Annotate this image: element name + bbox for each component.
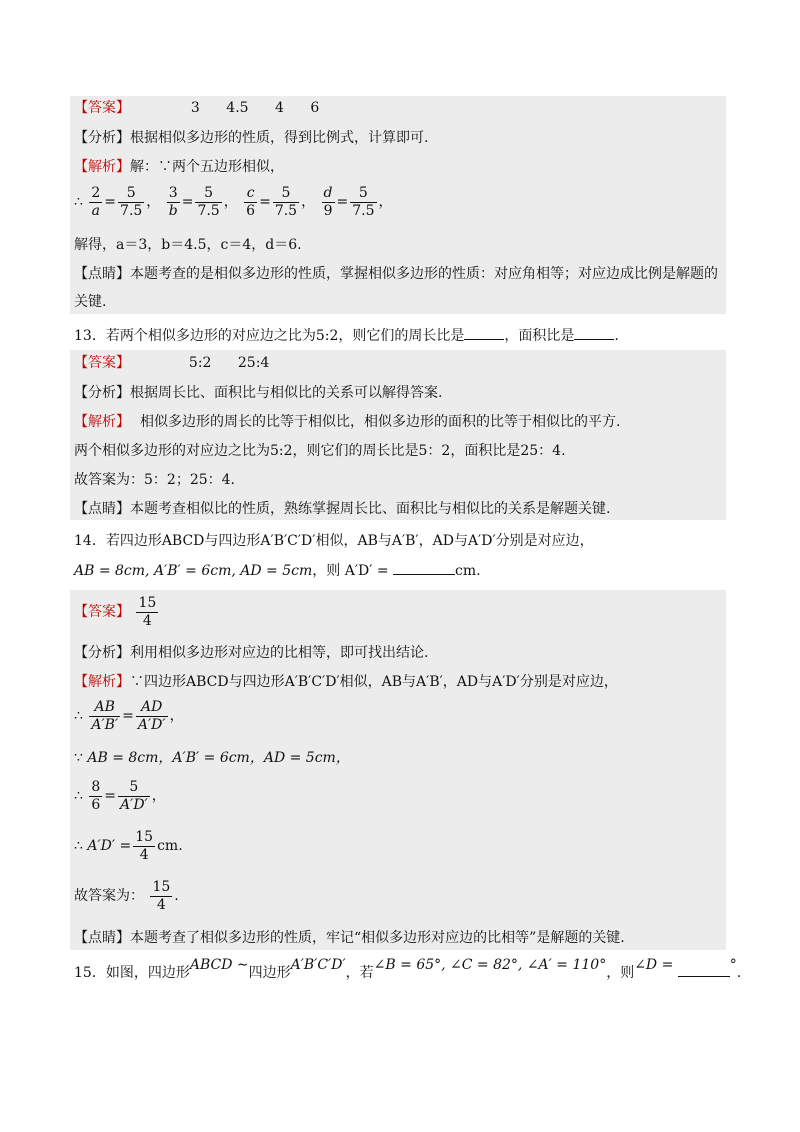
- q14-ratio-1: ∴ $\frac{AB}{A'B'}$ = $\frac{AD}{A'D'}$ ，: [74, 698, 184, 733]
- expression: ∠B = 65°, ∠C = 82°, ∠A′ = 110°: [373, 957, 607, 973]
- fraction: [133, 829, 155, 864]
- answer-value: 4: [275, 100, 284, 116]
- analysis-tag: 【分析】: [74, 645, 130, 661]
- q14-result: [74, 826, 183, 866]
- expression: A′B′C′D′: [290, 957, 346, 973]
- q14-solution-line: [74, 672, 618, 692]
- denominator: 4: [139, 846, 149, 863]
- q15-question: [74, 957, 742, 983]
- q12-analysis-line: [74, 128, 428, 148]
- solution-tag: 【解析】: [74, 674, 130, 690]
- denominator: 4: [156, 896, 166, 913]
- comment-text: 本题考查了相似多边形的性质，牢记“相似多边形对应边的比相等”是解题的关键.: [130, 930, 625, 946]
- answer-value: 25:4: [237, 355, 270, 371]
- denominator: 6: [91, 796, 101, 813]
- q12-comment-cont: 关键.: [74, 294, 107, 310]
- analysis-text: 根据周长比、面积比与相似比的关系可以解得答案.: [130, 385, 443, 401]
- q13-question: [74, 325, 619, 346]
- therefore-symbol: ∴: [74, 838, 83, 854]
- comment-text: 本题考查的是相似多边形的性质，掌握相似多边形的性质：对应角相等；对应边成比例是解题的: [130, 266, 718, 282]
- numerator: 2: [91, 184, 101, 201]
- solution-text: ∵四边形ABCD与四边形A′B′C′D′相似，AB与A′B′，AD与A′D′分别是对应边，: [130, 674, 618, 690]
- q13-comment: [74, 499, 610, 519]
- q14-given: [74, 748, 350, 768]
- denominator: 7.5: [274, 202, 298, 219]
- comment-text: 本题考查相似比的性质，熟练掌握周长比、面积比与相似比的关系是解题关键.: [130, 501, 611, 517]
- answer-blank[interactable]: [678, 962, 730, 977]
- q13-solution-line-3: 故答案为：5：2；25：4.: [74, 472, 235, 488]
- numerator: c: [244, 185, 257, 203]
- q14-analysis-line: [74, 643, 428, 663]
- comment-tag: 【点睛】: [74, 266, 130, 282]
- q12-proportions: ∴ $\frac{2}{a}$ = $\frac{5}{7.5}$ ， $\frac{3}{b}$ = $\frac{5}{7.5}$ ， $\frac{c}{6}$ = $\frac{5}{7.5}$ ， $\frac{d}{9}$ = $\frac{5}{7.5}$ ，: [74, 184, 393, 219]
- answer-value: 5:2: [188, 355, 212, 371]
- q13-answer-line: [74, 353, 269, 373]
- q13-analysis-line: [74, 383, 442, 403]
- denominator: A′B′: [91, 716, 119, 733]
- answer-value: 4.5: [226, 100, 249, 116]
- denominator: a: [91, 202, 101, 219]
- because-symbol: ∵: [74, 750, 83, 766]
- answer-tag: 【答案】: [74, 355, 130, 371]
- answer-fraction: [136, 595, 158, 630]
- denominator: 7.5: [352, 202, 375, 219]
- question-text: 15．如图，四边形: [74, 965, 190, 981]
- given-values: AB = 8cm，A′B′ = 6cm，AD = 5cm，: [87, 750, 350, 766]
- denominator: 7.5: [197, 202, 220, 219]
- expression: A′D′ =: [87, 838, 132, 854]
- q12-result: 解得，a＝3，b＝4.5，c＝4，d＝6.: [74, 237, 302, 253]
- solution-text: 相似多边形的周长的比等于相似比，相似多边形的面积的比等于相似比的平方.: [140, 414, 621, 430]
- numerator: 5: [350, 185, 376, 203]
- numerator: 5: [195, 185, 221, 203]
- expression: ∠D =: [634, 957, 674, 973]
- fraction: [118, 185, 144, 220]
- denominator: 4: [142, 612, 152, 629]
- fraction: [89, 699, 120, 734]
- analysis-text: 利用相似多边形对应边的比相等，即可找出结论.: [130, 645, 429, 661]
- denominator: b: [168, 202, 178, 219]
- fraction: [244, 185, 257, 220]
- fraction: [195, 185, 221, 220]
- numerator: 15: [152, 878, 171, 895]
- period: .: [736, 965, 742, 981]
- denominator: A′D′: [120, 796, 148, 813]
- q12-answer-line: [74, 98, 319, 118]
- numerator: AB: [89, 699, 120, 717]
- solution-tag: 【解析】: [74, 414, 130, 430]
- question-text: 四边形: [248, 965, 291, 981]
- analysis-tag: 【分析】: [74, 385, 130, 401]
- q14-ratio-2: ∴ $\frac{8}{6}$ = $\frac{5}{A'D'}$ ，: [74, 778, 166, 813]
- unit: cm: [455, 563, 477, 579]
- q12-solution-intro: [74, 157, 284, 177]
- question-text: ，若: [345, 965, 374, 981]
- fraction: [350, 185, 376, 220]
- numerator: 15: [135, 828, 154, 845]
- q14-final-answer: [74, 876, 179, 916]
- therefore-symbol: ∴: [74, 708, 83, 724]
- fraction: [118, 779, 150, 814]
- fraction: [322, 185, 335, 220]
- analysis-tag: 【分析】: [74, 130, 130, 146]
- question-text: 13．若两个相似多边形的对应边之比为5:2，则它们的周长比是: [74, 328, 465, 344]
- therefore-symbol: ∴: [74, 788, 83, 804]
- question-text: ，则 A′D′ =: [312, 563, 389, 579]
- comment-tag: 【点睛】: [74, 501, 130, 517]
- q13-solution-line-2: 两个相似多边形的对应边之比为5:2，则它们的周长比是5：2，面积比是25：4.: [74, 443, 566, 459]
- question-text: ，则: [606, 965, 635, 981]
- fraction: [89, 779, 102, 814]
- answer-blank[interactable]: [464, 325, 504, 340]
- final-label: 故答案为：: [74, 888, 144, 904]
- fraction: [167, 185, 180, 220]
- comment-tag: 【点睛】: [74, 930, 130, 946]
- solution-tag: 【解析】: [74, 159, 130, 175]
- numerator: 15: [138, 594, 157, 611]
- denominator: A′D′: [137, 716, 166, 733]
- period: .: [476, 563, 481, 579]
- numerator: 5: [118, 185, 144, 203]
- q13-solution-line: [74, 412, 620, 432]
- fraction: [150, 879, 172, 914]
- q13-solution-block: [70, 350, 726, 520]
- q14-question-2: [74, 560, 481, 581]
- fraction: [89, 185, 102, 220]
- numerator: 3: [167, 185, 180, 203]
- answer-blank[interactable]: [393, 560, 455, 575]
- numerator: 5: [273, 185, 299, 203]
- unit: cm.: [157, 838, 183, 854]
- denominator: 6: [246, 202, 256, 219]
- denominator: 9: [323, 202, 333, 219]
- q14-answer-line: [74, 592, 160, 632]
- q14-question: 14．若四边形ABCD与四边形A′B′C′D′相似，AB与A′B′，AD与A′D′分别是对应边，: [74, 533, 594, 549]
- given-values: AB = 8cm, A′B′ = 6cm, AD = 5cm: [74, 563, 313, 579]
- q12-comment: [74, 264, 718, 284]
- answer-value: 6: [310, 100, 320, 116]
- answer-value: 3: [190, 100, 200, 116]
- numerator: 8: [91, 778, 101, 795]
- question-text: .: [614, 328, 619, 344]
- question-text: ，面积比是: [504, 328, 575, 344]
- fraction: [136, 699, 168, 734]
- numerator: 5: [118, 779, 150, 797]
- denominator: 7.5: [120, 202, 143, 219]
- period: .: [174, 888, 179, 904]
- expression: ABCD ∼: [189, 957, 249, 973]
- numerator: d: [323, 184, 333, 201]
- answer-tag: 【答案】: [74, 604, 130, 620]
- numerator: AD: [136, 699, 168, 717]
- therefore-symbol: ∴: [74, 194, 83, 210]
- answer-blank[interactable]: [574, 325, 614, 340]
- degree-symbol: °: [729, 957, 737, 973]
- analysis-text: 根据相似多边形的性质，得到比例式，计算即可.: [130, 130, 429, 146]
- q14-comment: [74, 928, 625, 948]
- solution-text: 解：∵两个五边形相似，: [130, 159, 284, 175]
- answer-tag: 【答案】: [74, 100, 130, 116]
- fraction: [273, 185, 299, 220]
